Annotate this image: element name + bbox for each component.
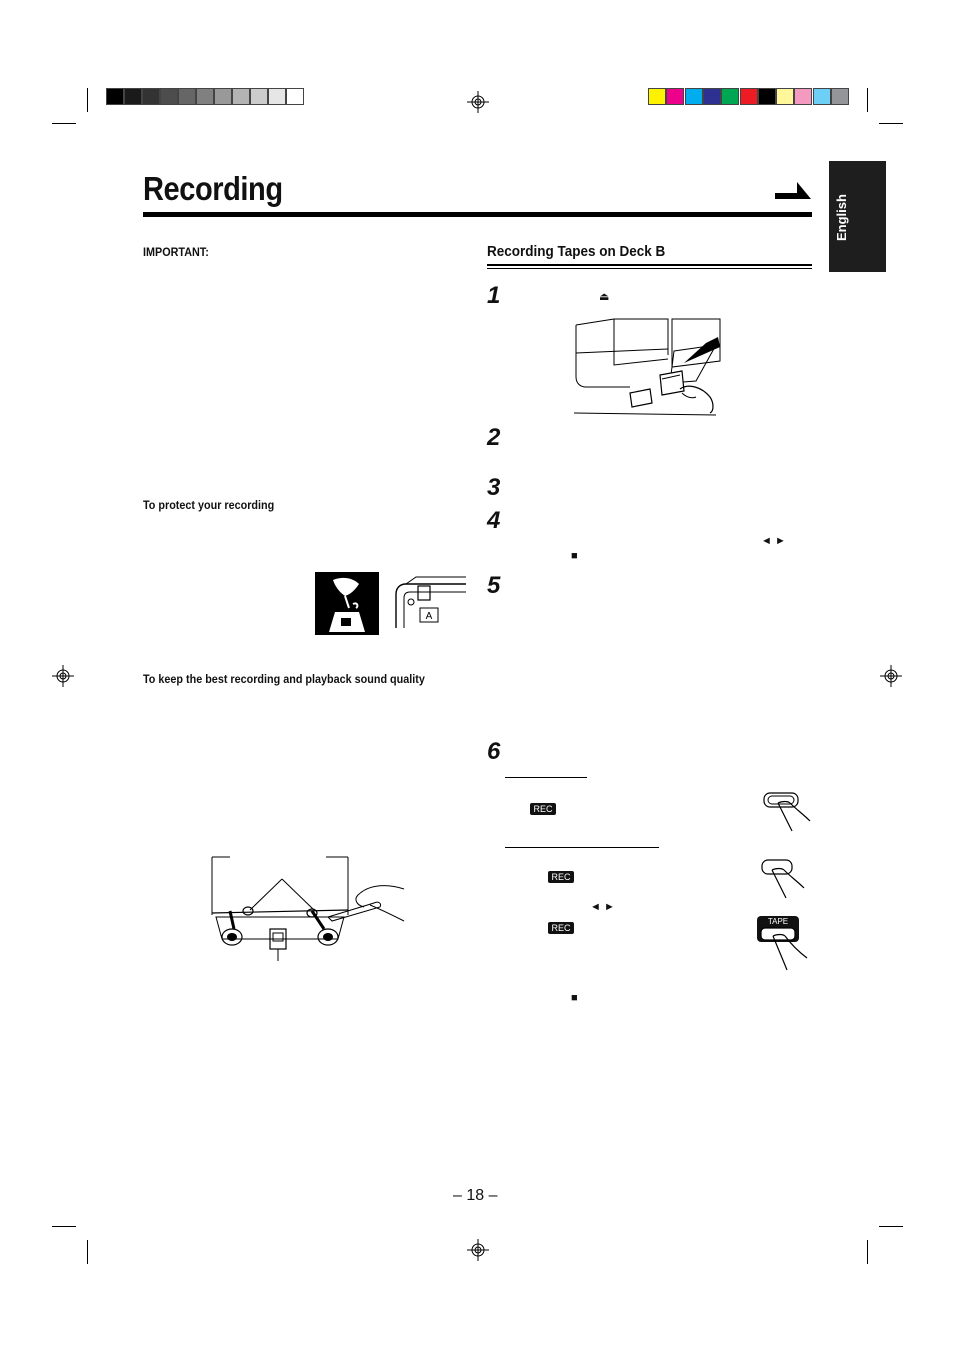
continue-arrow-icon	[775, 180, 811, 200]
stop-icon: ■	[571, 550, 578, 562]
color-swatch	[831, 88, 849, 105]
head-cleaning-illustration	[208, 855, 408, 965]
color-swatch	[740, 88, 758, 105]
underline	[505, 847, 659, 848]
step-number: 2	[487, 424, 501, 451]
color-swatch	[776, 88, 794, 105]
rec-badge: REC	[548, 871, 574, 883]
step-number: 1	[487, 282, 501, 309]
registration-target-icon	[880, 665, 902, 687]
deck-eject-illustration	[570, 317, 725, 417]
crop-mark-top-right-v	[867, 88, 868, 112]
crop-mark-bottom-right-h	[879, 1226, 903, 1227]
title-rule	[143, 212, 812, 217]
section-rule	[487, 264, 812, 266]
step-number: 3	[487, 474, 501, 501]
grayscale-swatch	[196, 88, 214, 105]
grayscale-swatch	[286, 88, 304, 105]
play-direction-icon: ◄ ►	[590, 901, 615, 913]
play-direction-icon: ◄ ►	[761, 535, 786, 547]
grayscale-swatch	[106, 88, 124, 105]
step-number: 6	[487, 738, 501, 765]
important-label: IMPORTANT:	[143, 245, 209, 259]
registration-target-icon	[467, 91, 489, 113]
color-swatch	[703, 88, 721, 105]
rec-badge: REC	[548, 922, 574, 934]
registration-target-icon	[52, 665, 74, 687]
grayscale-swatch	[178, 88, 196, 105]
eject-icon: ⏏	[599, 291, 610, 303]
underline	[505, 777, 587, 778]
grayscale-swatch	[142, 88, 160, 105]
grayscale-swatch	[232, 88, 250, 105]
registration-target-icon	[467, 1239, 489, 1261]
color-swatch	[794, 88, 812, 105]
step-number: 5	[487, 572, 501, 599]
page-title: Recording	[143, 170, 283, 207]
color-swatch	[813, 88, 831, 105]
color-swatch	[648, 88, 666, 105]
grayscale-swatch	[124, 88, 142, 105]
finger-press-button-illustration	[758, 856, 808, 902]
finger-press-button-illustration	[760, 789, 814, 835]
rec-badge: REC	[530, 803, 556, 815]
crop-mark-top-right-h	[879, 123, 903, 124]
grayscale-swatch	[214, 88, 232, 105]
grayscale-swatch	[160, 88, 178, 105]
protect-recording-heading: To protect your recording	[143, 498, 275, 512]
quality-heading: To keep the best recording and playback sound quality	[143, 672, 425, 686]
stop-icon: ■	[571, 992, 578, 1004]
grayscale-swatch	[268, 88, 286, 105]
tab-figure-letter: A	[425, 611, 433, 622]
crop-mark-top-left-h	[52, 123, 76, 124]
color-swatch	[685, 88, 703, 105]
section-rule	[487, 268, 812, 269]
language-tab-label: English	[834, 194, 849, 241]
color-swatch	[721, 88, 739, 105]
crop-mark-bottom-left-h	[52, 1226, 76, 1227]
cassette-tab-illustration	[392, 574, 466, 630]
section-heading: Recording Tapes on Deck B	[487, 243, 666, 260]
color-swatch	[666, 88, 684, 105]
break-tab-illustration	[315, 572, 379, 635]
tape-button-label: TAPE	[767, 917, 789, 926]
crop-mark-top-left-v	[87, 88, 88, 112]
tape-button-finger-illustration	[757, 926, 811, 974]
color-swatch	[758, 88, 776, 105]
crop-mark-bottom-left-v	[87, 1240, 88, 1264]
grayscale-swatch	[250, 88, 268, 105]
crop-mark-bottom-right-v	[867, 1240, 868, 1264]
page-number: – 18 –	[453, 1187, 498, 1204]
step-number: 4	[487, 507, 501, 534]
